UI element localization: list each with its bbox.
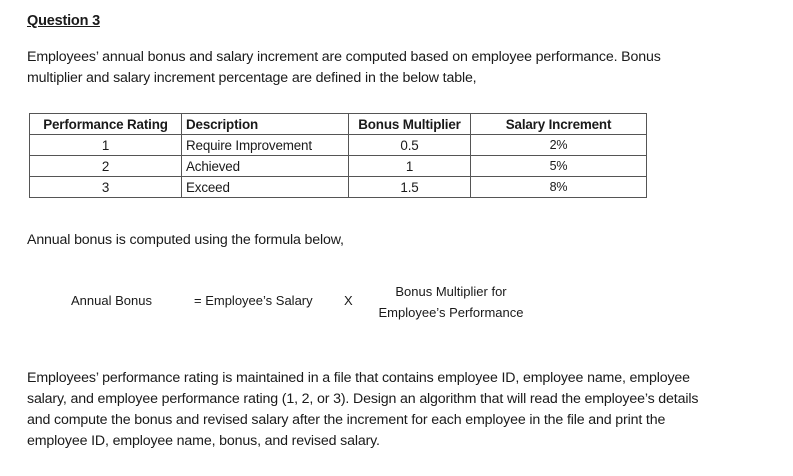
table-row <box>30 135 647 156</box>
table-cell: Require Improvement <box>182 135 349 156</box>
task-paragraph <box>27 368 698 452</box>
intro-line: Employees’ annual bonus and salary increment are computed based on employee performance. Bonus <box>27 49 661 65</box>
formula-intro: Annual bonus is computed using the formula below, <box>27 232 344 248</box>
table-cell: Achieved <box>182 156 349 177</box>
question-heading: Question 3 <box>27 13 100 29</box>
table-cell: 2% <box>471 135 647 156</box>
column-header: Performance Rating <box>30 114 182 135</box>
formula-rhs <box>367 281 535 323</box>
table-header-row <box>30 114 647 135</box>
formula-rhs-line: Bonus Multiplier for <box>395 284 507 299</box>
task-line: Employees’ performance rating is maintained in a file that contains employee ID, employee name, employee <box>27 370 690 386</box>
formula-multiply-sign: X <box>344 293 353 308</box>
formula-rhs-line: Employee’s Performance <box>378 305 524 320</box>
formula-equals-salary: = Employee’s Salary <box>194 293 313 308</box>
performance-table <box>29 113 647 198</box>
table-cell: 1 <box>30 135 182 156</box>
task-line: salary, and employee performance rating (1, 2, or 3). Design an algorithm that will read the employee’s details <box>27 391 699 407</box>
table-cell: 3 <box>30 177 182 198</box>
task-line: and compute the bonus and revised salary after the increment for each employee in the file and print the <box>27 412 666 428</box>
table-cell: Exceed <box>182 177 349 198</box>
column-header: Bonus Multiplier <box>349 114 471 135</box>
table-cell: 1.5 <box>349 177 471 198</box>
table-cell: 1 <box>349 156 471 177</box>
task-line: employee ID, employee name, bonus, and revised salary. <box>27 433 380 449</box>
table-row <box>30 156 647 177</box>
column-header: Salary Increment <box>471 114 647 135</box>
table-cell: 0.5 <box>349 135 471 156</box>
formula-lhs: Annual Bonus <box>71 293 152 308</box>
table-row <box>30 177 647 198</box>
intro-paragraph <box>27 47 661 89</box>
table-cell: 5% <box>471 156 647 177</box>
table-cell: 8% <box>471 177 647 198</box>
table-cell: 2 <box>30 156 182 177</box>
column-header: Description <box>182 114 349 135</box>
intro-line: multiplier and salary increment percentage are defined in the below table, <box>27 70 477 86</box>
